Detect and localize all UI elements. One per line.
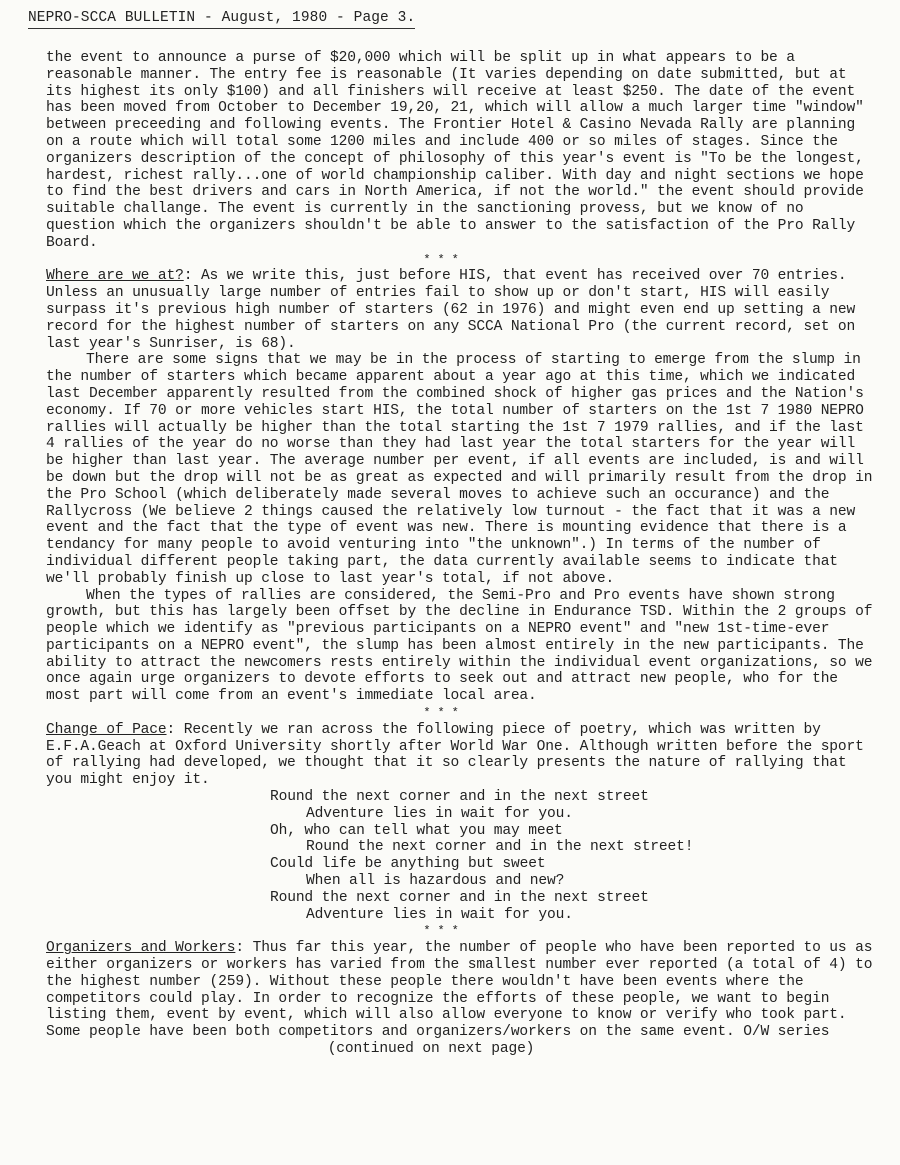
continued-note: (continued on next page)	[327, 1041, 535, 1058]
article-body	[46, 50, 876, 1058]
poem-line: Round the next corner and in the next street!	[306, 839, 694, 856]
change-of-pace-heading: Change of Pace	[46, 721, 167, 738]
change-of-pace-text: : Recently we ran across the following piece of poetry, which was written by E.F.A.Geach at Oxford University shortly after World War One. Although written before the sport of rallying had developed, we thought that it so clearly presents the nature of rallying that you might enjoy it.	[46, 721, 864, 789]
poem-line: When all is hazardous and new?	[306, 873, 565, 890]
poem-line: Round the next corner and in the next street	[270, 789, 649, 806]
event-paragraph: the event to announce a purse of $20,000 which will be split up in what appears to be a reasonable manner. The entry fee is reasonable (It varies depending on date submitted, but at its highest its only $100) and all finishers will receive at least $250. The date of the event has been moved from October to December 19,20, 21, which will allow a much larger time "window" between preceeding and following events. The Frontier Hotel & Casino Nevada Rally are planning on a route which will total some 1200 miles and include 400 or so miles of stages. Since the organizers description of the concept of philosophy of this year's event is "To be the longest, hardest, richest rally...one of world championship caliber. With day and night sections we hope to find the best drivers and cars in North America, if not the world." the event should provide suitable challange. The event is currently in the sanctioning provess, but we know of no question which the organizers shouldn't be able to answer to the satisfaction of the Pro Rally Board.	[46, 50, 864, 251]
where-are-we-at-heading: Where are we at?	[46, 268, 184, 285]
poem-line: Adventure lies in wait for you.	[306, 906, 573, 923]
poem-line: Oh, who can tell what you may meet	[270, 822, 563, 839]
organizers-heading: Organizers and Workers	[46, 940, 236, 957]
organizers-text: : Thus far this year, the number of people who have been reported to us as either organizers or workers has varied from the smallest number ever reported (a total of 4) to the highest number (259). Without these people there wouldn't have been events where the competitors could play. In order to recognize the efforts of these people, we want to begin listing them, event by event, which will also allow everyone to know or verify who took part. Some people have been both competitors and organizers/workers on the same event. O/W series	[46, 940, 873, 1041]
section-separator: * * *	[423, 706, 459, 721]
poem	[270, 789, 876, 923]
where-are-we-at-text: : As we write this, just before HIS, that event has received over 70 entries. Unless an unusually large number of entries fail to show up or don't start, HIS will easily surpass it's previous high number of starters (62 in 1976) and might even end up setting a new record for the highest number of starters on any SCCA National Pro (the current record, set on last year's Sunriser, is 68).	[46, 268, 856, 352]
change-of-pace-paragraph	[46, 722, 876, 789]
page-header: NEPRO-SCCA BULLETIN - August, 1980 - Page 3.	[28, 10, 415, 29]
section-separator: * * *	[423, 252, 459, 267]
types-paragraph: When the types of rallies are considered, the Semi-Pro and Pro events have shown strong growth, but this has largely been offset by the decline in Endurance TSD. Within the 2 groups of people which we identify as "previous participants on a NEPRO event" and "new 1st-time-ever participants on a NEPRO event", the slump has been almost entirely in the new participants. The ability to attract the newcomers rests entirely within the individual event organizations, so we once again urge organizers to devote efforts to seek out and attract new people, who for the most part will come from an event's immediate local area.	[46, 587, 873, 705]
signs-paragraph: There are some signs that we may be in the process of starting to emerge from the slump in the number of starters which became apparent about a year ago at this time, which we indicated last December apparently resulted from the combined shock of higher gas prices and the Nation's economy. If 70 or more vehicles start HIS, the total number of starters on the 1st 7 1980 NEPRO rallies will actually be higher than the total starting the 1st 7 1979 rallies, and if the last 4 rallies of the year do no worse than they had last year the total starters for the year will be higher than last year. The average number per event, if all events are included, is and will be down but the drop will not be as great as expected and will primarily result from the drop in the Pro School (which deliberately made several moves to achieve such an occurance) and the Rallycross (We believe 2 things caused the relatively low turnout - the fact that it was a new event and the fact that the type of event was new. There is mounting evidence that there is a tendancy for many people to avoid venturing into "the unknown".) In terms of the number of individual different people taking part, the data currently available seems to indicate that we'll probably finish up close to last year's total, if not above.	[46, 352, 873, 587]
section-separator: * * *	[423, 924, 459, 939]
poem-line: Round the next corner and in the next street	[270, 889, 649, 906]
poem-line: Adventure lies in wait for you.	[306, 805, 573, 822]
where-are-we-at-paragraph	[46, 268, 876, 352]
poem-line: Could life be anything but sweet	[270, 856, 546, 873]
organizers-paragraph	[46, 940, 876, 1041]
